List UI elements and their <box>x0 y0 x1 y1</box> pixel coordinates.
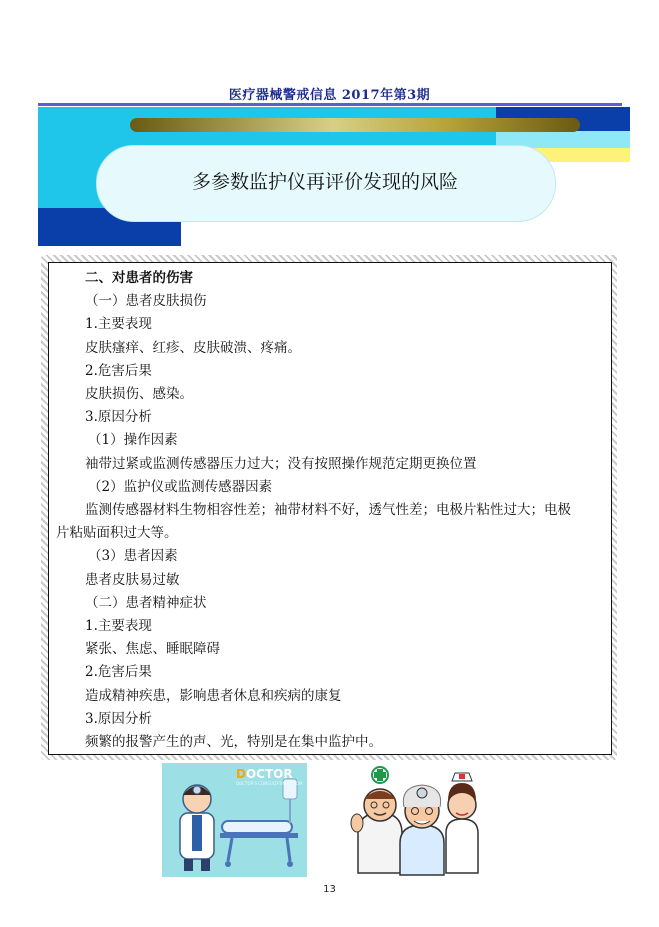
list-item: 1.主要表现 <box>85 316 152 333</box>
body-text: 紧张、焦虑、睡眠障碍 <box>85 641 220 658</box>
list-item: （3）患者因素 <box>88 548 178 565</box>
list-item: 2.危害后果 <box>85 362 152 379</box>
list-item: 3.原因分析 <box>85 710 152 727</box>
body-text: 监测传感器材料生物相容性差；袖带材料不好，透气性差；电极片粘性过大；电极片粘贴面积过大等。 <box>56 502 571 542</box>
medical-staff-cartoon <box>348 763 488 881</box>
subsection-heading: （一）患者皮肤损伤 <box>85 293 207 310</box>
banner-gold-bar <box>130 118 580 132</box>
banner-title: 多参数监护仪再评价发现的风险 <box>191 171 458 193</box>
page-number: 13 <box>323 884 336 895</box>
subsection-heading: （二）患者精神症状 <box>85 594 207 611</box>
header-rule <box>38 103 622 106</box>
list-item: 3.原因分析 <box>85 409 152 426</box>
section-heading: 二、对患者的伤害 <box>85 270 193 286</box>
list-item: （1）操作因素 <box>88 432 178 449</box>
body-text: 皮肤瘙痒、红疹、皮肤破溃、疼痛。 <box>85 339 301 356</box>
article-body <box>48 262 610 753</box>
list-item: 1.主要表现 <box>85 618 152 635</box>
list-item: 2.危害后果 <box>85 664 152 681</box>
doctor-card-title: DOCTOR <box>236 767 293 781</box>
list-item: （2）监护仪或监测传感器因素 <box>88 478 273 495</box>
body-text: 皮肤损伤、感染。 <box>85 386 193 403</box>
body-text: 患者皮肤易过敏 <box>85 571 180 588</box>
header-title: 医疗器械警戒信息 2017年第3期 <box>228 88 431 103</box>
doctor-card-subtitle: DOCTOR'S CONSULTATION ROOM <box>236 781 303 786</box>
body-text: 袖带过紧或监测传感器压力过大；没有按照操作规范定期更换位置 <box>85 455 477 472</box>
body-text: 造成精神疾患，影响患者休息和疾病的康复 <box>85 687 342 704</box>
body-text: 频繁的报警产生的声、光，特别是在集中监护中。 <box>85 734 382 751</box>
